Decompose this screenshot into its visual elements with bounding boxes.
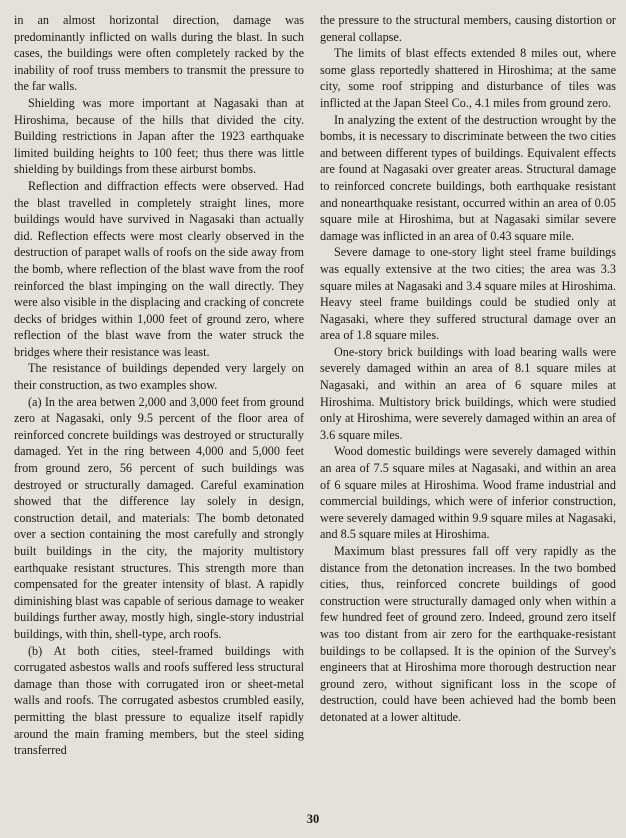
paragraph: One-story brick buildings with load bearing walls were severely damaged within an area of 8.1 square miles at Nagasaki, and within an area of 6 square miles at Hiroshima. Multistory brick buildings, which were studied only at Hiroshima, were severely damaged within an area of 3.6 square miles.	[320, 344, 616, 442]
paragraph: Wood domestic buildings were severely damaged within an area of 7.5 square miles at Nagasaki, and within an area of 6 square miles at Hiroshima. Wood frame industrial and commercial buildings, which were of inferior construction, were severely damaged within 9.9 square miles at Nagasaki, and 8.5 square miles at Hiroshima.	[320, 444, 616, 542]
paragraph: Maximum blast pressures fall off very rapidly as the distance from the detonation increases. In the two bombed cities, thus, reinforced concrete buildings of good construction were structurally damaged only when within a few hundred feet of ground zero. Indeed, ground zero itself was too distant from air zero for the earthquake-resistant buildings to be collapsed. It is the opinion of the Survey's engineers that at Hiroshima more thorough destruction near ground zero, without significant loss in the scope of destruction, could have been achieved had the bomb been detonated at a lower altitude.	[320, 544, 616, 724]
paragraph: Reflection and diffraction effects were observed. Had the blast travelled in completely straight lines, more buildings would have survived in Nagasaki than actually did. Reflection effects were most clearly observed in the destruction of parapet walls of roofs on the side away from the bomb, where reflection of the blast wave from the roof reinforced the blast impinging on the wall directly. They were also visible in the displacing and cracking of concrete decks of bridges within 1,000 feet of ground zero, where reflection of the blast wave from the water struck the bridges where their resistance was least.	[14, 178, 304, 359]
paragraph: (b) At both cities, steel-framed buildings with corrugated asbestos walls and roofs suffered less structural damage than those with corrugated iron or sheet-metal walls and roofs. The corrugated asbestos crumbled easily, permitting the blast pressure to equalize itself rapidly around the main framing members, but the steel siding transferred	[14, 643, 304, 758]
right-column	[320, 12, 616, 726]
left-column	[14, 12, 304, 759]
paragraph: (a) In the area betwen 2,000 and 3,000 feet from ground zero at Nagasaki, only 9.5 percent of the floor area of reinforced concrete buildings was destroyed or structurally damaged. Yet in the ring between 4,000 and 5,000 feet from ground zero, 56 percent of such buildings was destroyed or structurally damaged. Careful examination showed that the difference lay solely in design, construction detail, and materials: The bomb detonated over a section containing the most carefully and strongly built buildings in the city, the majority multistory earthquake resistant structures. This strength more than compensated for the greater intensity of blast. A rapidly diminishing blast was capable of serious damage to weaker buildings further away, mostly high, single-story industrial buildings, with thin, shell-type, arch roofs.	[14, 394, 304, 641]
paragraph: Shielding was more important at Nagasaki than at Hiroshima, because of the hills that divided the city. Building restrictions in Japan after the 1923 earthquake limited building heights to 100 feet; thus there was little shielding by buildings from these airburst bombs.	[14, 95, 304, 177]
page-number: 30	[306, 812, 320, 826]
paragraph: in an almost horizontal direction, damage was predominantly inflicted on walls during the blast. In such cases, the buildings were often completely racked by the inability of roof truss members to transmit the pressure to the far walls.	[14, 13, 304, 94]
paragraph: The resistance of buildings depended very largely on their construction, as two examples show.	[14, 361, 304, 393]
paragraph: The limits of blast effects extended 8 miles out, where some glass reportedly shattered in Hiroshima; at the same city, some roof stripping and disturbance of tiles was inflicted at the Japan Steel Co., 4.1 miles from ground zero.	[320, 46, 616, 110]
paragraph: In analyzing the extent of the destruction wrought by the bombs, it is necessary to discriminate between the two cities and between different types of buildings. Equivalent effects are found at Nagasaki over greater areas. Structural damage to reinforced concrete buildings, both earthquake resistant and nonearthquake resistant, occurred within an area of 0.05 square mile at Hiroshima, but at Nagasaki similar severe damage was inflicted in an area of 0.43 square mile.	[320, 112, 616, 243]
paragraph-continuation: the pressure to the structural members, causing distortion or general collapse.	[320, 13, 616, 44]
paragraph: Severe damage to one-story light steel frame buildings was equally extensive at the two cities; the area was 3.3 square miles at Nagasaki and 3.4 square miles at Hiroshima. Heavy steel frame buildings could be studied only at Nagasaki, where they suffered structural damage over an area of 1.8 square miles.	[320, 245, 616, 343]
